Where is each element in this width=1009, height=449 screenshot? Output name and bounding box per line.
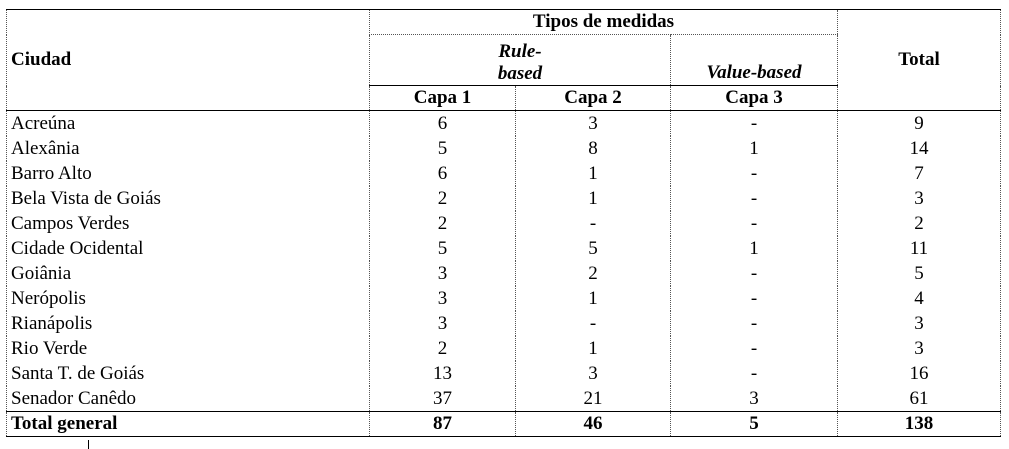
cell-layer-1: 37 [370, 386, 516, 412]
cell-layer-1: 13 [370, 361, 516, 386]
table-row [7, 386, 1001, 412]
table-row [7, 261, 1001, 286]
table-row [7, 361, 1001, 386]
cell-layer-2: 2 [516, 261, 671, 286]
cell-layer-3: - [671, 286, 838, 311]
cell-layer-2: 5 [516, 236, 671, 261]
header-rule-based [370, 35, 671, 86]
cell-layer-3: - [671, 336, 838, 361]
cell-layer-1: 3 [370, 261, 516, 286]
table-row [7, 161, 1001, 186]
header-rule-based-line2: based [497, 63, 543, 84]
cell-layer-3: 1 [671, 136, 838, 161]
cell-layer-1: 3 [370, 311, 516, 336]
cell-layer-1: 2 [370, 211, 516, 236]
table-container [6, 9, 1000, 437]
header-city: Ciudad [7, 10, 370, 111]
cell-layer-3: - [671, 311, 838, 336]
cell-layer-3: - [671, 161, 838, 186]
cell-total: 3 [838, 186, 1001, 211]
table-row [7, 186, 1001, 211]
cell-layer-1: 5 [370, 136, 516, 161]
cell-city: Bela Vista de Goiás [7, 186, 370, 211]
header-layer-1: Capa 1 [370, 86, 516, 111]
cell-total: 2 [838, 211, 1001, 236]
cell-city: Cidade Ocidental [7, 236, 370, 261]
cell-city: Senador Canêdo [7, 386, 370, 412]
cell-city: Rianápolis [7, 311, 370, 336]
header-layer-3: Capa 3 [671, 86, 838, 111]
cell-layer-2: 1 [516, 161, 671, 186]
cell-city: Barro Alto [7, 161, 370, 186]
cell-total: 11 [838, 236, 1001, 261]
cell-layer-1: 2 [370, 336, 516, 361]
totals-total: 138 [838, 412, 1001, 437]
cell-total: 7 [838, 161, 1001, 186]
measures-table [6, 9, 1001, 437]
header-value-based: Value-based [671, 35, 838, 86]
cell-layer-2: - [516, 211, 671, 236]
table-row [7, 211, 1001, 236]
cell-layer-3: 1 [671, 236, 838, 261]
totals-layer-1: 87 [370, 412, 516, 437]
cell-layer-2: 3 [516, 111, 671, 137]
cell-layer-1: 6 [370, 161, 516, 186]
cell-layer-2: 1 [516, 336, 671, 361]
header-rule-based-line1: Rule- [498, 41, 542, 62]
cell-layer-3: - [671, 361, 838, 386]
cell-city: Rio Verde [7, 336, 370, 361]
cell-layer-3: - [671, 261, 838, 286]
cell-city: Alexânia [7, 136, 370, 161]
cell-total: 4 [838, 286, 1001, 311]
cell-city: Nerópolis [7, 286, 370, 311]
totals-row [7, 412, 1001, 437]
table-row [7, 111, 1001, 137]
cell-layer-1: 5 [370, 236, 516, 261]
page-tick-mark [88, 440, 89, 449]
cell-layer-3: 3 [671, 386, 838, 412]
table-row [7, 136, 1001, 161]
cell-total: 3 [838, 311, 1001, 336]
table-row [7, 236, 1001, 261]
cell-layer-1: 6 [370, 111, 516, 137]
cell-total: 5 [838, 261, 1001, 286]
cell-layer-1: 2 [370, 186, 516, 211]
cell-layer-3: - [671, 211, 838, 236]
cell-layer-2: 3 [516, 361, 671, 386]
totals-layer-3: 5 [671, 412, 838, 437]
cell-total: 3 [838, 336, 1001, 361]
table-row [7, 336, 1001, 361]
totals-label: Total general [7, 412, 370, 437]
header-total: Total [838, 10, 1001, 111]
cell-city: Campos Verdes [7, 211, 370, 236]
cell-layer-2: 8 [516, 136, 671, 161]
cell-total: 14 [838, 136, 1001, 161]
cell-city: Goiânia [7, 261, 370, 286]
header-group: Tipos de medidas [370, 10, 838, 35]
cell-layer-2: 1 [516, 186, 671, 211]
cell-layer-2: 1 [516, 286, 671, 311]
cell-layer-1: 3 [370, 286, 516, 311]
cell-layer-2: - [516, 311, 671, 336]
cell-total: 61 [838, 386, 1001, 412]
table-row [7, 311, 1001, 336]
cell-city: Acreúna [7, 111, 370, 137]
cell-city: Santa T. de Goiás [7, 361, 370, 386]
header-layer-2: Capa 2 [516, 86, 671, 111]
totals-layer-2: 46 [516, 412, 671, 437]
cell-total: 16 [838, 361, 1001, 386]
table-row [7, 286, 1001, 311]
cell-total: 9 [838, 111, 1001, 137]
cell-layer-2: 21 [516, 386, 671, 412]
cell-layer-3: - [671, 111, 838, 137]
cell-layer-3: - [671, 186, 838, 211]
